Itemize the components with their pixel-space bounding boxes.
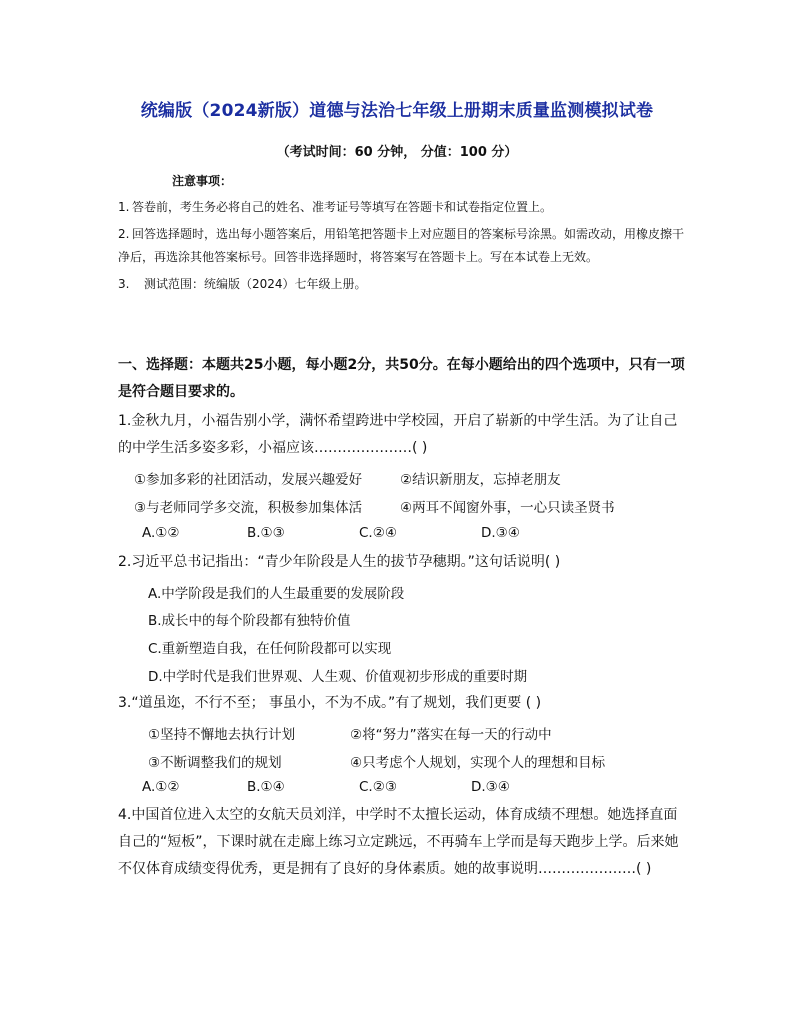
- question-2-choice-c: C.重新塑造自我，在任何阶段都可以实现: [148, 641, 392, 657]
- question-3-item-1: ①坚持不懈地去执行计划: [148, 727, 296, 743]
- question-3-choice-a: A.①②: [142, 779, 180, 795]
- question-1-stem: 1.金秋九月，小福告别小学，满怀希望跨进中学校园，开启了崭新的中学生活。为了让自己的中学生活多姿多彩，小福应该…………………( ): [118, 413, 678, 456]
- question-3-stem: 3.“道虽迩，不行不至； 事虽小，不为不成。”有了规划，我们更要 ( ): [118, 695, 542, 711]
- question-1-item-1: ①参加多彩的社团活动，发展兴趣爱好: [134, 472, 363, 488]
- notice-item-number: 3.: [118, 277, 130, 291]
- question-3-choice-b: B.①④: [247, 779, 285, 795]
- notice-list: [118, 196, 684, 300]
- notice-item-1: [118, 196, 684, 219]
- notice-item-3: [118, 273, 684, 296]
- exam-subtitle: （考试时间：60 分钟， 分值：100 分）: [276, 145, 518, 160]
- question-3-choice-c: C.②③: [359, 779, 397, 795]
- question-3-choice-d: D.③④: [471, 779, 510, 795]
- question-1-item-3: ③与老师同学多交流，积极参加集体活: [134, 500, 363, 516]
- section-heading: 一、选择题：本题共25小题，每小题2分，共50分。在每小题给出的四个选项中，只有一项是符合题目要求的。: [118, 357, 685, 400]
- exam-title: 统编版（2024新版）道德与法治七年级上册期末质量监测模拟试卷: [140, 101, 654, 121]
- question-1-choice-c: C.②④: [359, 525, 397, 541]
- notice-item-text: 答卷前，考生务必将自己的姓名、准考证号等填写在答题卡和试卷指定位置上。: [132, 200, 553, 214]
- question-4-stem: 4.中国首位进入太空的女航天员刘洋，中学时不太擅长运动，体育成绩不理想。她选择直面自己的“短板”，下课时就在走廊上练习立定跳远，不再骑车上学而是每天跑步上学。后来她不仅体育成绩变得优秀，更是拥有了良好的身体素质。她的故事说明…………………( ): [118, 807, 679, 877]
- notice-item-2: [118, 223, 684, 269]
- notice-item-text: 回答选择题时，选出每小题答案后，用铅笔把答题卡上对应题目的答案标号涂黑。如需改动，用橡皮擦干净后，再选涂其他答案标号。回答非选择题时，将答案写在答题卡上。写在本试卷上无效。: [118, 227, 685, 264]
- question-2-choice-d: D.中学时代是我们世界观、人生观、价值观初步形成的重要时期: [148, 669, 528, 685]
- question-1-choice-a: A.①②: [142, 525, 180, 541]
- question-2-choice-b: B.成长中的每个阶段都有独特价值: [148, 613, 351, 629]
- question-2-stem: 2.习近平总书记指出：“青少年阶段是人生的拔节孕穗期。”这句话说明( ): [118, 554, 561, 570]
- question-1-choice-b: B.①③: [247, 525, 285, 541]
- question-1-item-4: ④两耳不闻窗外事，一心只读圣贤书: [400, 500, 615, 516]
- notice-item-number: 2.: [118, 227, 130, 241]
- question-3-item-2: ②将“努力”落实在每一天的行动中: [350, 727, 552, 743]
- notice-item-number: 1.: [118, 200, 130, 214]
- question-3-item-3: ③不断调整我们的规划: [148, 755, 282, 771]
- notice-heading: 注意事项：: [172, 174, 233, 188]
- question-1-item-2: ②结识新朋友，忘掉老朋友: [400, 472, 561, 488]
- notice-item-text: 测试范围：统编版（2024）七年级上册。: [144, 277, 367, 291]
- question-1-choice-d: D.③④: [481, 525, 520, 541]
- question-2-choice-a: A.中学阶段是我们的人生最重要的发展阶段: [148, 586, 405, 602]
- question-3-item-4: ④只考虑个人规划，实现个人的理想和目标: [350, 755, 606, 771]
